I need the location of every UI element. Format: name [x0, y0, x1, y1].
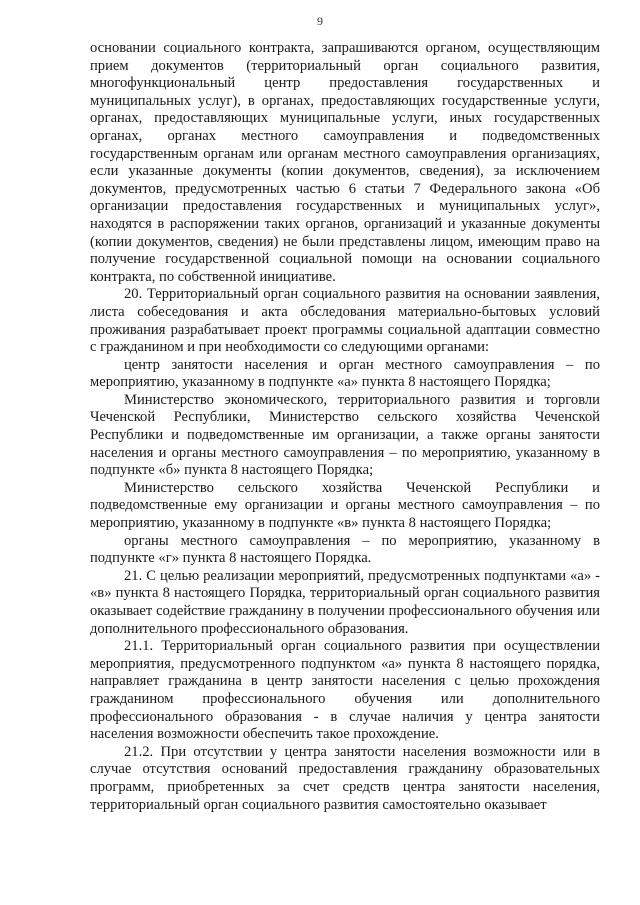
paragraph-21-1: 21.1. Территориальный орган социального развития при осуществлении мероприятия, предусмотренного подпунктом «а» пункта 8 настоящего порядка, направляет гражданина в центр занятости населения с целью прохождения гражданином профессионального обучения или дополнительного профессионального образования - в случае наличия у центра занятости населения возможности обеспечить такое прохождение.	[90, 638, 600, 743]
paragraph-20-ministry-economy: Министерство экономического, территориального развития и торговли Чеченской Республики, Министерство сельского хозяйства Чеченской Республики и подведомственные им организации, а также органы занятости населения и органы местного самоуправления – по мероприятию, указанному в подпункте «б» пункта 8 настоящего Порядка;	[90, 391, 600, 479]
paragraph-documents-request: основании социального контракта, запрашиваются органом, осуществляющим прием документов (территориальный орган социального развития, многофункциональный центр предоставления государственных и муниципальных услуг), в органах, предоставляющих государственные услуги, органах, предоставляющих муниципальные услуги, иных государственных органах, органах местного самоуправления и подведомственных государственным органам или органам местного самоуправления организациях, если указанные документы (копии документов, сведения), за исключением документов, предусмотренных частью 6 статьи 7 Федерального закона «Об организации предоставления государственных и муниципальных услуг», находятся в распоряжении таких органов, организаций и указанные документы (копии документов, сведения) не были представлены лицом, имеющим право на получение государственной социальной помощи на основании социального контракта, по собственной инициативе.	[90, 40, 600, 285]
document-body	[90, 40, 600, 814]
paragraph-20-ministry-agriculture: Министерство сельского хозяйства Чеченской Республики и подведомственные ему организации и органы местного самоуправления – по мероприятию, указанному в подпункте «в» пункта 8 настоящего Порядка;	[90, 479, 600, 532]
paragraph-21: 21. С целью реализации мероприятий, предусмотренных подпунктами «а» - «в» пункта 8 настоящего Порядка, территориальный орган социального развития оказывает содействие гражданину в получении профессионального обучения или дополнительного профессионального образования.	[90, 567, 600, 637]
paragraph-21-2: 21.2. При отсутствии у центра занятости населения возможности или в случае отсутствия оснований предоставления гражданину образовательных программ, приобретенных за счет средств центра занятости населения, территориальный орган социального развития самостоятельно оказывает	[90, 743, 600, 813]
paragraph-20-local-government: органы местного самоуправления – по мероприятию, указанному в подпункте «г» пункта 8 настоящего Порядка.	[90, 532, 600, 567]
paragraph-20-employment-center: центр занятости населения и орган местного самоуправления – по мероприятию, указанному в подпункте «а» пункта 8 настоящего Порядка;	[90, 356, 600, 391]
page-number: 9	[317, 14, 323, 28]
paragraph-20: 20. Территориальный орган социального развития на основании заявления, листа собеседования и акта обследования материально-бытовых условий проживания разрабатывает проект программы социальной адаптации совместно с гражданином и при необходимости со следующими органами:	[90, 286, 600, 356]
